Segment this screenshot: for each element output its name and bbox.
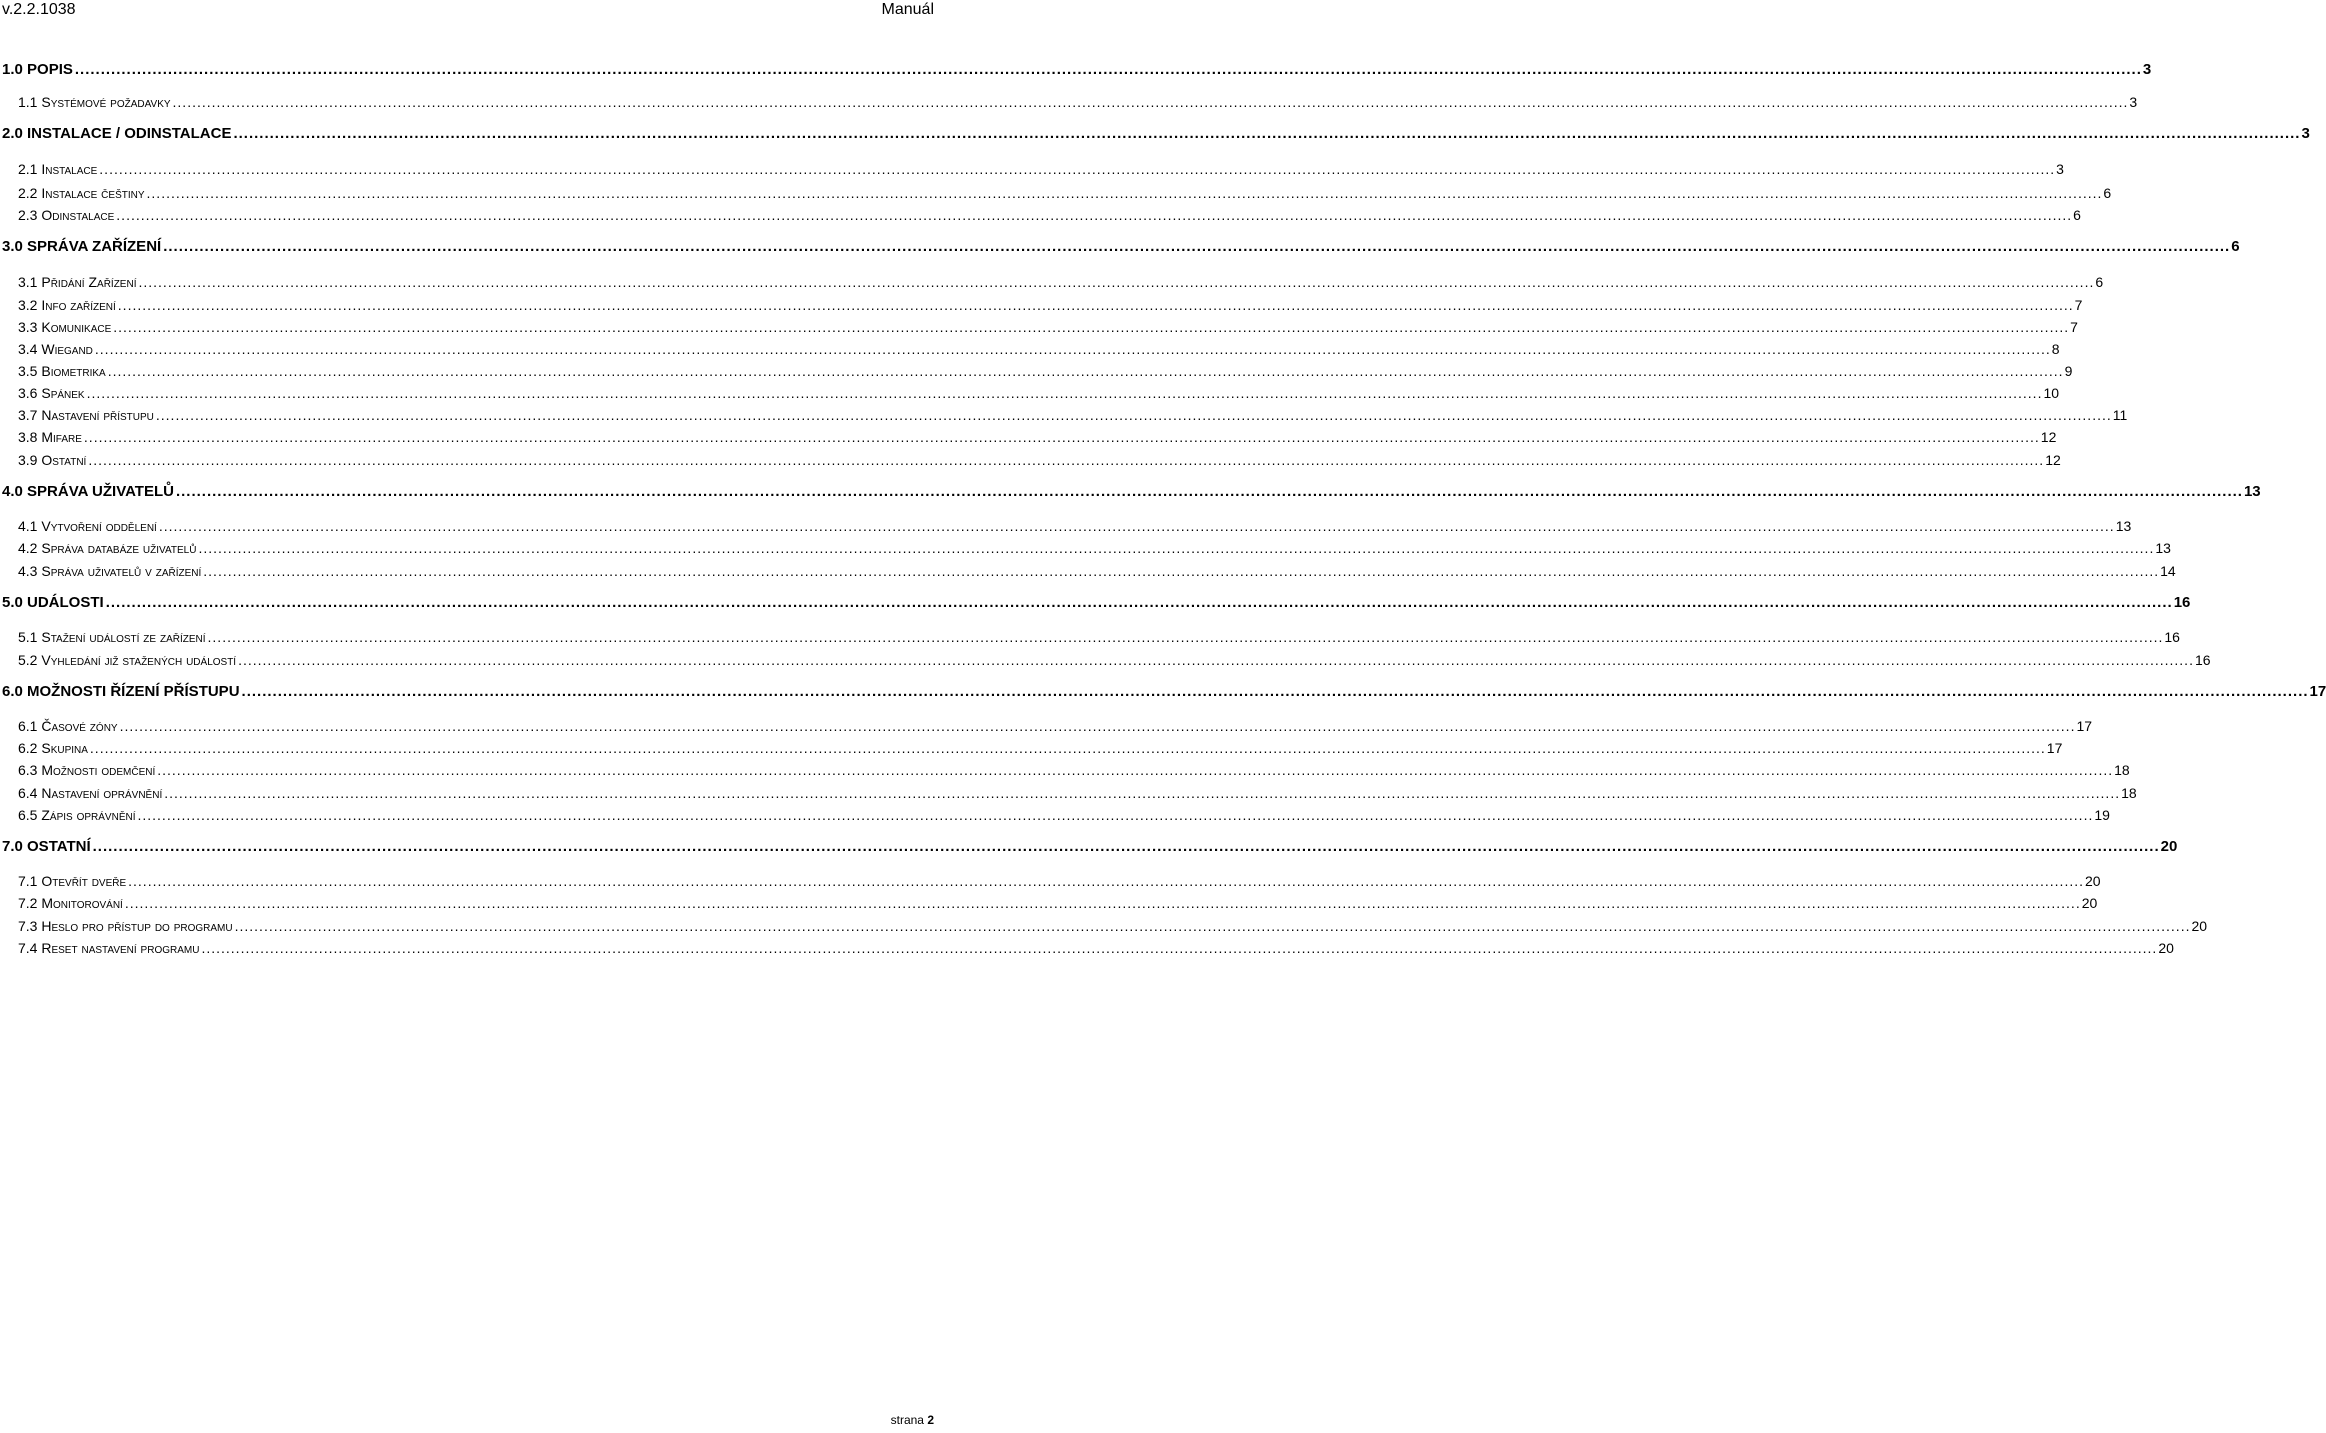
toc-leader-dots: ................................................................................................................................................................................................................................................................................................................................................................................................................ bbox=[155, 407, 2112, 423]
toc-entry-title: 6.2 Skupina bbox=[18, 740, 88, 756]
toc-entry-title: 2.2 Instalace češtiny bbox=[18, 185, 145, 201]
toc-leader-dots: ................................................................................................................................................................................................................................................................................................................................................................................................................ bbox=[86, 385, 2043, 401]
toc-entry[interactable] bbox=[18, 871, 2101, 891]
toc-entry-page: 17 bbox=[2076, 718, 2093, 734]
toc-entry-title: 3.6 Spánek bbox=[18, 385, 85, 401]
toc-leader-dots: ................................................................................................................................................................................................................................................................................................................................................................................................................ bbox=[94, 341, 2051, 357]
toc-entry[interactable] bbox=[18, 405, 2128, 425]
toc-entry-title: 7.2 Monitorování bbox=[18, 895, 123, 911]
toc-entry-page: 6 bbox=[2103, 185, 2112, 201]
toc-leader-dots: ................................................................................................................................................................................................................................................................................................................................................................................................................ bbox=[175, 483, 2243, 500]
toc-entry-title: 6.4 Nastavení oprávnění bbox=[18, 785, 163, 801]
toc-leader-dots: ................................................................................................................................................................................................................................................................................................................................................................................................................ bbox=[119, 718, 2076, 734]
toc-entry[interactable] bbox=[18, 272, 2104, 292]
toc-leader-dots: ................................................................................................................................................................................................................................................................................................................................................................................................................ bbox=[172, 94, 2129, 110]
toc-entry-page: 16 bbox=[2173, 594, 2191, 611]
page-header bbox=[0, 0, 960, 24]
toc-entry[interactable] bbox=[18, 383, 2060, 403]
toc-leader-dots: ................................................................................................................................................................................................................................................................................................................................................................................................................ bbox=[137, 807, 2094, 823]
toc-leader-dots: ................................................................................................................................................................................................................................................................................................................................................................................................................ bbox=[207, 629, 2164, 645]
toc-leader-dots: ................................................................................................................................................................................................................................................................................................................................................................................................................ bbox=[89, 740, 2046, 756]
toc-leader-dots: ................................................................................................................................................................................................................................................................................................................................................................................................................ bbox=[234, 918, 2191, 934]
toc-entry-page: 3 bbox=[2142, 61, 2152, 78]
document-title: Manuál bbox=[881, 1, 934, 18]
toc-leader-dots: ................................................................................................................................................................................................................................................................................................................................................................................................................ bbox=[164, 785, 2121, 801]
toc-entry-page: 8 bbox=[2051, 341, 2060, 357]
toc-leader-dots: ................................................................................................................................................................................................................................................................................................................................................................................................................ bbox=[198, 540, 2155, 556]
toc-entry-title: 2.0 INSTALACE / ODINSTALACE bbox=[2, 125, 232, 142]
toc-entry-page: 19 bbox=[2094, 807, 2110, 823]
toc-entry-page: 13 bbox=[2115, 518, 2132, 534]
toc-leader-dots: ................................................................................................................................................................................................................................................................................................................................................................................................................ bbox=[241, 683, 2309, 700]
toc-entry-page: 18 bbox=[2114, 762, 2130, 778]
toc-leader-dots: ................................................................................................................................................................................................................................................................................................................................................................................................................ bbox=[124, 895, 2081, 911]
toc-entry-title: 3.1 Přidání Zařízení bbox=[18, 274, 137, 290]
toc-leader-dots: ................................................................................................................................................................................................................................................................................................................................................................................................................ bbox=[163, 238, 2231, 255]
toc-entry[interactable] bbox=[18, 738, 2063, 758]
version-label: v.2.2.1038 bbox=[2, 1, 76, 18]
toc-entry[interactable] bbox=[18, 159, 2064, 179]
toc-entry-page: 12 bbox=[2040, 429, 2057, 445]
toc-entry-title: 5.1 Stažení událostí ze zařízení bbox=[18, 629, 206, 645]
toc-entry-title: 6.5 Zápis oprávnění bbox=[18, 807, 136, 823]
toc-entry-title: 7.1 Otevřít dveře bbox=[18, 873, 127, 889]
toc-entry[interactable] bbox=[18, 427, 2057, 447]
toc-entry[interactable] bbox=[18, 317, 2078, 337]
toc-entry[interactable] bbox=[18, 805, 2110, 825]
toc-leader-dots: ................................................................................................................................................................................................................................................................................................................................................................................................................ bbox=[158, 518, 2115, 534]
toc-leader-dots: ................................................................................................................................................................................................................................................................................................................................................................................................................ bbox=[107, 363, 2064, 379]
toc-entry-title: 7.4 Reset nastavení programu bbox=[18, 940, 200, 956]
toc-entry-page: 3 bbox=[2129, 94, 2138, 110]
toc-entry-page: 3 bbox=[2056, 161, 2064, 177]
toc-entry-title: 3.7 Nastavení přístupu bbox=[18, 407, 154, 423]
toc-entry-title: 7.0 OSTATNÍ bbox=[2, 838, 91, 855]
toc-leader-dots: ................................................................................................................................................................................................................................................................................................................................................................................................................ bbox=[238, 652, 2194, 668]
toc-entry-page: 11 bbox=[2112, 407, 2128, 423]
toc-entry[interactable] bbox=[18, 893, 2098, 913]
toc-entry-page: 12 bbox=[2045, 452, 2061, 468]
toc-entry[interactable] bbox=[2, 682, 2326, 702]
toc-entry[interactable] bbox=[18, 650, 2211, 670]
toc-leader-dots: ................................................................................................................................................................................................................................................................................................................................................................................................................ bbox=[128, 873, 2084, 889]
toc-entry-title: 7.3 Heslo pro přístup do programu bbox=[18, 918, 233, 934]
toc-entry-page: 7 bbox=[2070, 319, 2078, 335]
toc-entry-title: 6.0 MOŽNOSTI ŘÍZENÍ PŘÍSTUPU bbox=[2, 683, 240, 700]
toc-entry-title: 2.3 Odinstalace bbox=[18, 207, 115, 223]
toc-leader-dots: ................................................................................................................................................................................................................................................................................................................................................................................................................ bbox=[92, 838, 2160, 855]
footer-page-number: 2 bbox=[927, 1413, 934, 1427]
toc-entry-title: 4.2 Správa databáze uživatelů bbox=[18, 540, 197, 556]
toc-entry-title: 4.1 Vytvoření oddělení bbox=[18, 518, 157, 534]
toc-entry-title: 4.0 SPRÁVA UŽIVATELŮ bbox=[2, 483, 174, 500]
toc-entry-title: 3.4 Wiegand bbox=[18, 341, 93, 357]
toc-entry-title: 3.9 Ostatní bbox=[18, 452, 87, 468]
toc-entry-page: 20 bbox=[2191, 918, 2208, 934]
toc-leader-dots: ................................................................................................................................................................................................................................................................................................................................................................................................................ bbox=[83, 429, 2040, 445]
toc-leader-dots: ................................................................................................................................................................................................................................................................................................................................................................................................................ bbox=[146, 185, 2103, 201]
toc-entry-page: 17 bbox=[2309, 683, 2326, 700]
toc-entry-title: 3.2 Info zařízení bbox=[18, 297, 116, 313]
toc-entry-title: 3.3 Komunikace bbox=[18, 319, 112, 335]
toc-entry-page: 13 bbox=[2243, 483, 2261, 500]
toc-entry-title: 5.2 Vyhledání již stažených událostí bbox=[18, 652, 237, 668]
toc-entry-title: 6.3 Možnosti odemčení bbox=[18, 762, 156, 778]
toc-leader-dots: ................................................................................................................................................................................................................................................................................................................................................................................................................ bbox=[99, 161, 2056, 177]
toc-entry[interactable] bbox=[18, 516, 2132, 536]
toc-entry-page: 6 bbox=[2231, 238, 2240, 255]
toc-entry[interactable] bbox=[18, 561, 2176, 581]
toc-entry[interactable] bbox=[18, 627, 2180, 647]
toc-leader-dots: ................................................................................................................................................................................................................................................................................................................................................................................................................ bbox=[157, 762, 2114, 778]
toc-leader-dots: ................................................................................................................................................................................................................................................................................................................................................................................................................ bbox=[233, 125, 2301, 142]
toc-entry[interactable] bbox=[18, 361, 2073, 381]
toc-leader-dots: ................................................................................................................................................................................................................................................................................................................................................................................................................ bbox=[105, 594, 2173, 611]
toc-entry[interactable] bbox=[2, 593, 2191, 613]
toc-entry-title: 3.0 SPRÁVA ZAŘÍZENÍ bbox=[2, 238, 162, 255]
toc-leader-dots: ................................................................................................................................................................................................................................................................................................................................................................................................................ bbox=[201, 940, 2158, 956]
toc-entry[interactable] bbox=[18, 295, 2083, 315]
toc-entry-page: 6 bbox=[2073, 207, 2081, 223]
toc-leader-dots: ................................................................................................................................................................................................................................................................................................................................................................................................................ bbox=[138, 274, 2095, 290]
page-footer bbox=[891, 1413, 934, 1427]
toc-entry-page: 10 bbox=[2043, 385, 2060, 401]
toc-entry[interactable] bbox=[18, 92, 2138, 112]
toc-entry-page: 9 bbox=[2064, 363, 2073, 379]
toc-entry[interactable] bbox=[18, 916, 2208, 936]
toc-entry[interactable] bbox=[2, 237, 2240, 257]
toc-entry-title: 1.1 Systémové požadavky bbox=[18, 94, 171, 110]
toc-entry-page: 20 bbox=[2158, 940, 2174, 956]
toc-entry-page: 3 bbox=[2301, 125, 2310, 142]
toc-entry[interactable] bbox=[18, 716, 2093, 736]
toc-entry-title: 3.8 Mifare bbox=[18, 429, 82, 445]
toc-entry[interactable] bbox=[2, 124, 2310, 144]
toc-leader-dots: ................................................................................................................................................................................................................................................................................................................................................................................................................ bbox=[74, 61, 2142, 78]
toc-leader-dots: ................................................................................................................................................................................................................................................................................................................................................................................................................ bbox=[117, 297, 2074, 313]
toc-entry-page: 18 bbox=[2121, 785, 2137, 801]
toc-entry-page: 16 bbox=[2164, 629, 2180, 645]
toc-entry[interactable] bbox=[18, 205, 2081, 225]
toc-leader-dots: ................................................................................................................................................................................................................................................................................................................................................................................................................ bbox=[88, 452, 2045, 468]
toc-entry-page: 16 bbox=[2194, 652, 2211, 668]
toc-entry[interactable] bbox=[2, 482, 2261, 502]
footer-label: strana bbox=[890, 1413, 924, 1427]
toc-entry-title: 5.0 UDÁLOSTI bbox=[2, 594, 104, 611]
toc-entry[interactable] bbox=[18, 538, 2171, 558]
toc-entry-page: 20 bbox=[2160, 838, 2178, 855]
toc-entry-title: 6.1 Časové zóny bbox=[18, 718, 118, 734]
toc-entry-page: 13 bbox=[2155, 540, 2171, 556]
toc-entry-page: 6 bbox=[2095, 274, 2104, 290]
toc-entry-page: 20 bbox=[2085, 873, 2101, 889]
toc-entry-title: 2.1 Instalace bbox=[18, 161, 98, 177]
toc-entry-page: 7 bbox=[2074, 297, 2083, 313]
toc-entry-page: 14 bbox=[2160, 563, 2176, 579]
toc-leader-dots: ................................................................................................................................................................................................................................................................................................................................................................................................................ bbox=[116, 207, 2073, 223]
toc-entry-page: 17 bbox=[2046, 740, 2063, 756]
toc-entry-title: 4.3 Správa uživatelů v zařízení bbox=[18, 563, 202, 579]
toc-leader-dots: ................................................................................................................................................................................................................................................................................................................................................................................................................ bbox=[113, 319, 2070, 335]
toc-entry[interactable] bbox=[18, 339, 2060, 359]
toc-entry[interactable] bbox=[2, 60, 2152, 80]
toc-entry-page: 20 bbox=[2081, 895, 2098, 911]
toc-entry-title: 1.0 POPIS bbox=[2, 61, 73, 78]
toc-leader-dots: ................................................................................................................................................................................................................................................................................................................................................................................................................ bbox=[203, 563, 2160, 579]
toc-entry[interactable] bbox=[2, 837, 2178, 857]
toc-entry[interactable] bbox=[18, 938, 2174, 958]
toc-entry[interactable] bbox=[18, 183, 2112, 203]
toc-entry[interactable] bbox=[18, 783, 2137, 803]
toc-entry-title: 3.5 Biometrika bbox=[18, 363, 106, 379]
toc-entry[interactable] bbox=[18, 760, 2130, 780]
toc-entry[interactable] bbox=[18, 450, 2061, 470]
